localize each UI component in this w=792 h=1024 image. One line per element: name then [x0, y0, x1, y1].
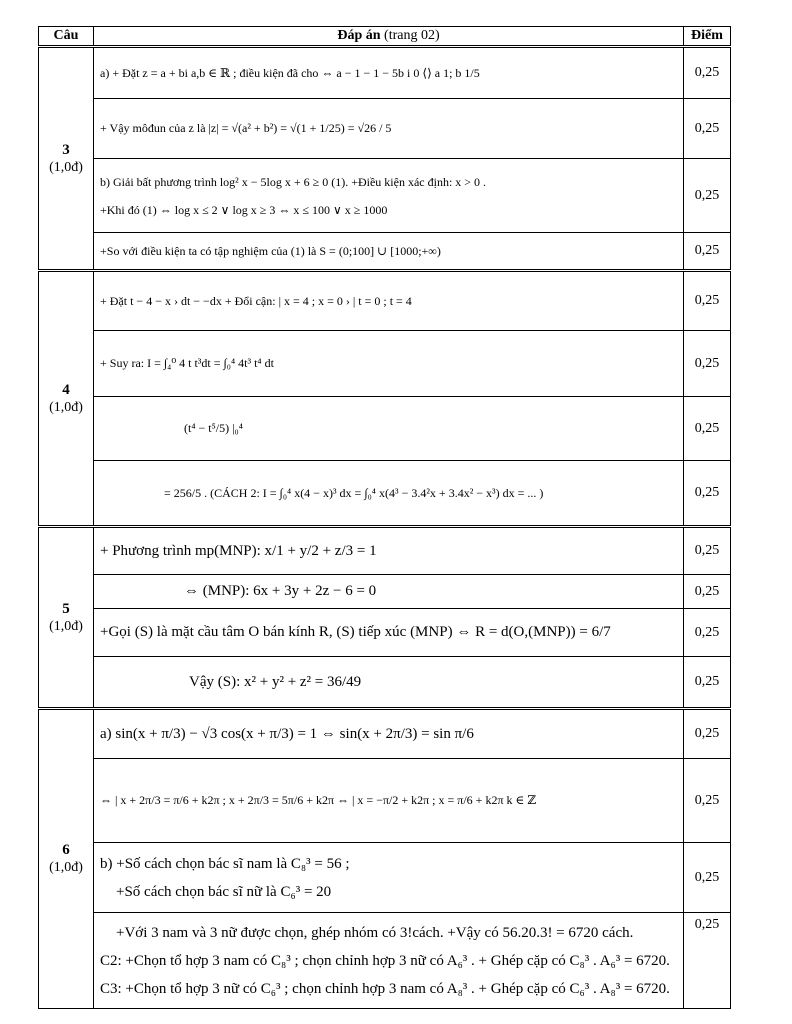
header-dap-an-sub: (trang 02): [384, 28, 440, 43]
answer-cell: [94, 159, 684, 233]
score-cell: 0,25: [684, 397, 731, 461]
score-cell: 0,25: [684, 159, 731, 233]
question-number: 3: [62, 141, 70, 158]
score-cell: 0,25: [684, 709, 731, 759]
header-dap-an-label: Đáp án: [337, 28, 381, 43]
score-cell: 0,25: [684, 913, 731, 1009]
table-row: [39, 709, 731, 759]
question-number: 6: [62, 842, 70, 858]
question-points: (1,0đ): [49, 399, 83, 415]
table-row: [39, 461, 731, 527]
table-header-row: [39, 27, 731, 47]
table-row: [39, 47, 731, 99]
question-number-cell: [39, 271, 94, 527]
question-number-cell: [39, 709, 94, 1009]
table-row: [39, 397, 731, 461]
answer-cell: (t⁴ − t⁵/5) |₀⁴: [94, 397, 684, 461]
table-row: [39, 657, 731, 709]
answer-line: b) Giải bất phương trình log² x − 5log x + 6 ≥ 0 (1). +Điều kiện xác định: x > 0 .: [100, 174, 487, 189]
score-cell: 0,25: [684, 575, 731, 609]
answer-cell: + Suy ra: I = ∫₄⁰ 4 t t³dt = ∫₀⁴ 4t³ t⁴ dt: [94, 331, 684, 397]
question-points: (1,0đ): [49, 159, 83, 175]
table-row: [39, 759, 731, 843]
score-cell: 0,25: [684, 527, 731, 575]
answer-cell: ⇔ (MNP): 6x + 3y + 2z − 6 = 0: [94, 575, 684, 609]
answer-line: C2: +Chọn tổ hợp 3 nam có C₈³ ; chọn chỉnh hợp 3 nữ có A₆³ . + Ghép cặp có C₈³ . A₆³ = 6720.: [100, 952, 670, 969]
answer-line: +Số cách chọn bác sĩ nữ là C₆³ = 20: [116, 883, 332, 900]
answer-cell: [94, 913, 684, 1009]
score-cell: 0,25: [684, 99, 731, 159]
table-row: [39, 233, 731, 271]
table-row: [39, 609, 731, 657]
answer-line: +Với 3 nam và 3 nữ được chọn, ghép nhóm có 3!cách. +Vậy có 56.20.3! = 6720 cách.: [116, 924, 634, 941]
score-cell: 0,25: [684, 331, 731, 397]
table-row: [39, 913, 731, 1009]
table-row: [39, 159, 731, 233]
score-cell: 0,25: [684, 461, 731, 527]
question-number: 4: [62, 381, 70, 398]
answer-cell: +Gọi (S) là mặt cầu tâm O bán kính R, (S) tiếp xúc (MNP) ⇔ R = d(O,(MNP)) = 6/7: [94, 609, 684, 657]
question-points: (1,0đ): [49, 860, 83, 875]
question-number-cell: [39, 527, 94, 709]
answer-cell: +So với điều kiện ta có tập nghiệm của (1) là S = (0;100] ∪ [1000;+∞): [94, 233, 684, 271]
answer-table: [38, 26, 731, 1009]
table-row: [39, 271, 731, 331]
header-dap-an: [94, 27, 684, 47]
score-cell: 0,25: [684, 657, 731, 709]
answer-line: b) +Số cách chọn bác sĩ nam là C₈³ = 56 ;: [100, 855, 350, 872]
answer-sheet-page: [38, 26, 730, 1009]
score-cell: 0,25: [684, 233, 731, 271]
table-row: [39, 575, 731, 609]
score-cell: 0,25: [684, 609, 731, 657]
header-cau: Câu: [39, 27, 94, 47]
score-cell: 0,25: [684, 271, 731, 331]
question-number: 5: [62, 600, 70, 617]
answer-cell: a) + Đặt z = a + bi a,b ∈ ℝ ; điều kiện đã cho ⇔ a − 1 − 1 − 5b i 0 ⟨⟩ a 1; b 1/5: [94, 47, 684, 99]
score-cell: 0,25: [684, 843, 731, 913]
header-diem: Điểm: [684, 27, 731, 47]
table-row: [39, 331, 731, 397]
answer-cell: = 256/5 . (CÁCH 2: I = ∫₀⁴ x(4 − x)³ dx = ∫₀⁴ x(4³ − 3.4²x + 3.4x² − x³) dx = ... ): [94, 461, 684, 527]
answer-line: +Khi đó (1) ⇔ log x ≤ 2 ∨ log x ≥ 3 ⇔ x ≤ 100 ∨ x ≥ 1000: [100, 202, 388, 217]
question-points: (1,0đ): [49, 618, 83, 634]
answer-cell: + Phương trình mp(MNP): x/1 + y/2 + z/3 = 1: [94, 527, 684, 575]
answer-line: C3: +Chọn tổ hợp 3 nữ có C₆³ ; chọn chỉnh hợp 3 nam có A₈³ . + Ghép cặp có C₆³ . A₈³ = 6720.: [100, 980, 670, 997]
table-row: [39, 843, 731, 913]
score-cell: 0,25: [684, 47, 731, 99]
answer-cell: ⇔ | x + 2π/3 = π/6 + k2π ; x + 2π/3 = 5π/6 + k2π ⇔ | x = −π/2 + k2π ; x = π/6 + k2π k ∈ ℤ: [94, 759, 684, 843]
answer-cell: Vậy (S): x² + y² + z² = 36/49: [94, 657, 684, 709]
answer-cell: + Đặt t − 4 − x › dt − −dx + Đổi cận: | x = 4 ; x = 0 › | t = 0 ; t = 4: [94, 271, 684, 331]
question-number-cell: [39, 47, 94, 271]
table-row: [39, 527, 731, 575]
answer-cell: a) sin(x + π/3) − √3 cos(x + π/3) = 1 ⇔ sin(x + 2π/3) = sin π/6: [94, 709, 684, 759]
answer-cell: + Vậy môđun của z là |z| = √(a² + b²) = √(1 + 1/25) = √26 / 5: [94, 99, 684, 159]
table-row: [39, 99, 731, 159]
score-cell: 0,25: [684, 759, 731, 843]
answer-cell: [94, 843, 684, 913]
